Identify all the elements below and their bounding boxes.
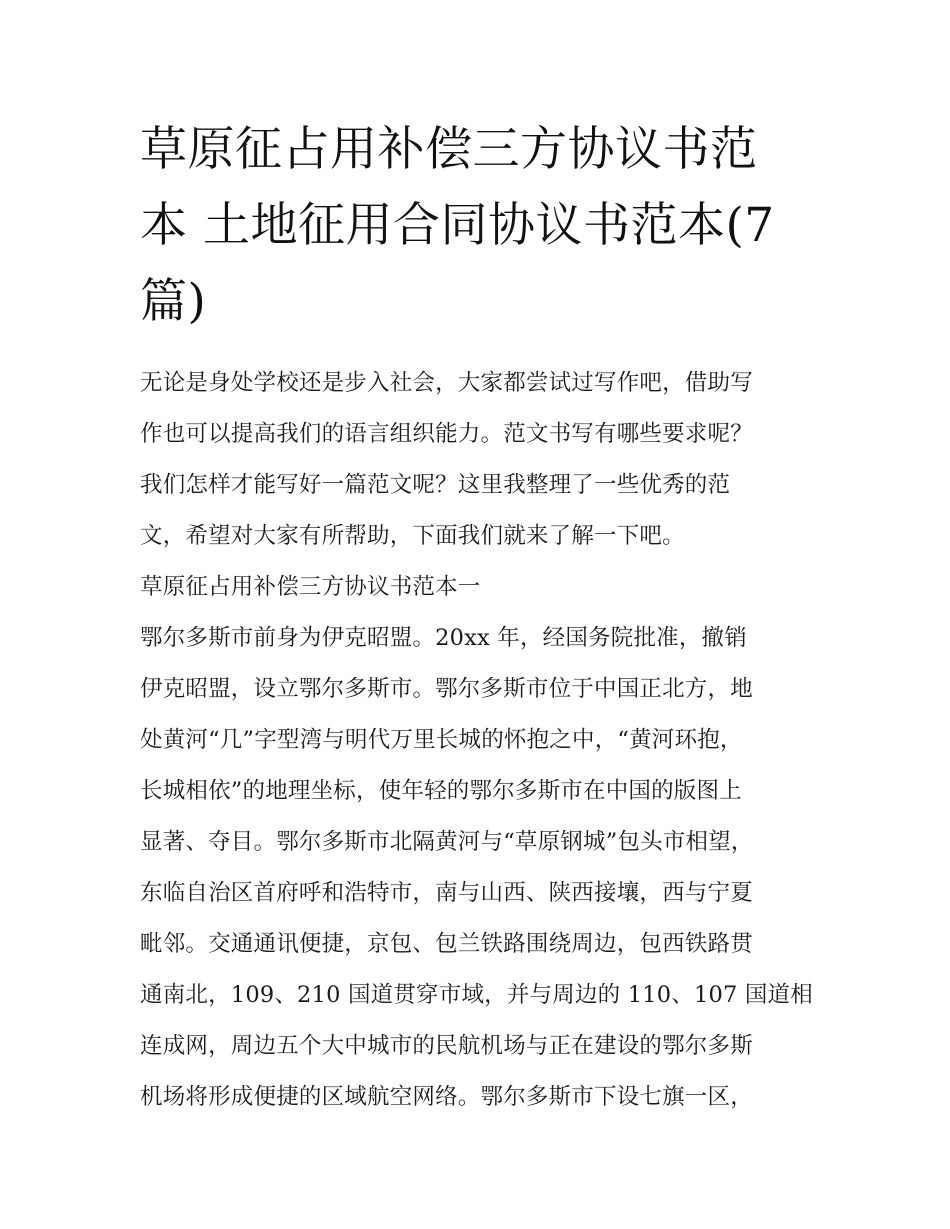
title-line: 草原征占用补偿三方协议书范 xyxy=(140,122,758,177)
body-paragraph-line: 连成网，周边五个大中城市的民航机场与正在建设的鄂尔多斯 xyxy=(140,1033,753,1059)
document-page xyxy=(140,112,815,1123)
document-body xyxy=(140,358,815,1123)
body-paragraph-line: 通南北，109、210 国道贯穿市域，并与周边的 110、107 国道相 xyxy=(140,982,813,1008)
intro-paragraph-line: 文，希望对大家有所帮助，下面我们就来了解一下吧。 xyxy=(140,523,685,549)
document-title xyxy=(140,112,815,340)
intro-paragraph-line: 作也可以提高我们的语言组织能力。范文书写有哪些要求呢？ xyxy=(140,421,753,447)
body-paragraph-line: 伊克昭盟，设立鄂尔多斯市。鄂尔多斯市位于中国正北方，地 xyxy=(140,676,753,702)
body-paragraph-line: 处黄河“几”字型湾与明代万里长城的怀抱之中，“黄河环抱， xyxy=(140,727,743,753)
body-paragraph-line: 毗邻。交通通讯便捷，京包、包兰铁路围绕周边，包西铁路贯 xyxy=(140,931,753,957)
body-paragraph-line: 显著、夺目。鄂尔多斯市北隔黄河与“草原钢城”包头市相望， xyxy=(140,829,754,855)
title-line: 本 土地征用合同协议书范本(7 xyxy=(140,198,775,253)
section-heading: 草原征占用补偿三方协议书范本一 xyxy=(140,574,481,600)
body-paragraph-line: 机场将形成便捷的区域航空网络。鄂尔多斯市下设七旗一区， xyxy=(140,1084,753,1110)
body-paragraph-line: 东临自治区首府呼和浩特市，南与山西、陕西接壤，西与宁夏 xyxy=(140,880,753,906)
intro-paragraph-line: 我们怎样才能写好一篇范文呢？这里我整理了一些优秀的范 xyxy=(140,472,731,498)
title-line: 篇) xyxy=(140,274,207,329)
body-paragraph-line: 长城相依”的地理坐标，使年轻的鄂尔多斯市在中国的版图上 xyxy=(140,778,742,804)
body-paragraph-line: 鄂尔多斯市前身为伊克昭盟。20xx 年，经国务院批准，撤销 xyxy=(140,625,747,651)
intro-paragraph-line: 无论是身处学校还是步入社会，大家都尝试过写作吧，借助写 xyxy=(140,370,753,396)
